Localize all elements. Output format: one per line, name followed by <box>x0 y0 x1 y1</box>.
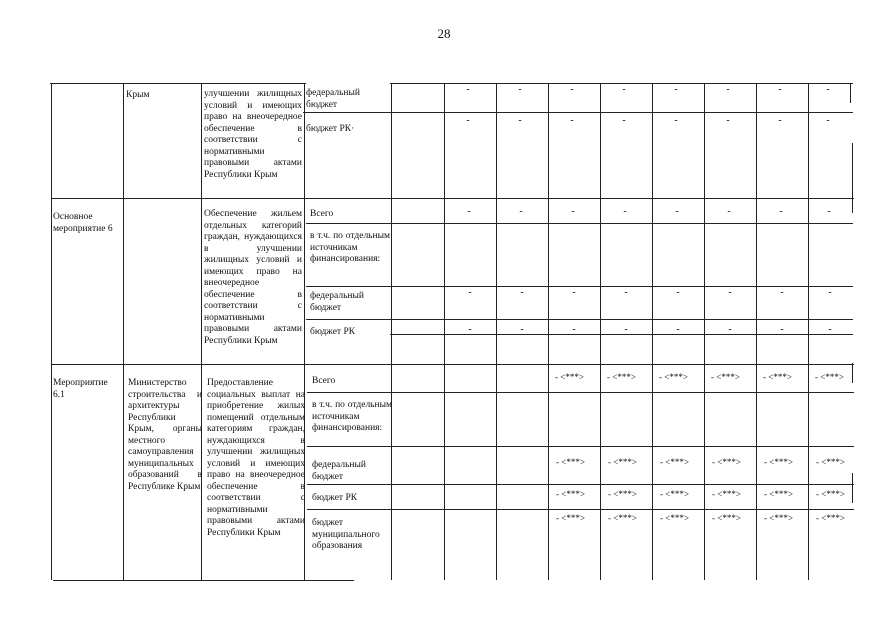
s2-total-value-5: - <box>727 206 731 217</box>
grid-line <box>808 83 809 580</box>
s3-federal-value-5: - <***> <box>816 457 845 467</box>
grid-line <box>652 83 653 580</box>
s1-col3: улучшении жилищных условий и имеющих право на внеочередное обеспечение в соответствии с нормативными правовыми актами Республики Крым <box>204 89 302 180</box>
s3-rk-value-3: - <***> <box>712 489 741 499</box>
s1-row-federal: федеральный бюджет <box>306 88 360 110</box>
s2-total-value-1: - <box>519 206 523 217</box>
s2-total-value-2: - <box>571 206 575 217</box>
s3-rk-value-2: - <***> <box>660 489 689 499</box>
s2-col3: Обеспечение жильем отдельных категорий граждан, нуждающихся в улучшении жилищных условий и имеющих право на внеочередное обеспечение в соответствии с нормативными правовыми актами Республики Крым <box>204 209 302 346</box>
grid-line <box>307 484 854 485</box>
s1-rk-value-4: - <box>674 115 678 126</box>
s3-rk-value-4: - <***> <box>764 489 793 499</box>
grid-line <box>307 509 854 510</box>
s2-federal-value-0: - <box>468 287 472 298</box>
grid-line <box>52 364 854 365</box>
s2-federal-value-1: - <box>520 287 524 298</box>
s1-rk-value-6: - <box>778 115 782 126</box>
s1-federal-value-4: - <box>674 84 678 95</box>
s3-col1: Мероприятие 6.1 <box>53 378 108 400</box>
s3-total-value-3: - <***> <box>711 372 740 382</box>
page-number: 28 <box>437 26 451 41</box>
s3-total-value-1: - <***> <box>607 372 636 382</box>
s2-row-total: Всего <box>310 209 334 219</box>
s3-col3: Предоставление социальных выплат на приобретение жилых помещений отдельным категориям граждан, нуждающихся в улучшении жилищных условий и имеющих право на внеочередное обеспечение в соответствии с нормативными правовыми актами Республики Крым <box>207 378 305 538</box>
s1-rk-value-0: - <box>466 115 470 126</box>
s1-col2: Крым <box>126 90 150 100</box>
s3-row-total: Всего <box>312 376 336 386</box>
s3-total-value-4: - <***> <box>763 372 792 382</box>
grid-line <box>303 112 853 113</box>
s2-rk-value-4: - <box>676 324 680 335</box>
s3-municipal-value-4: - <***> <box>764 513 793 523</box>
grid-line <box>123 83 124 580</box>
s1-rk-value-2: - <box>570 115 574 126</box>
grid-line <box>600 83 601 580</box>
s2-total-value-3: - <box>623 206 627 217</box>
grid-line <box>496 83 497 580</box>
s2-total-value-6: - <box>779 206 783 217</box>
s1-federal-value-7: - <box>826 84 830 95</box>
s1-federal-value-0: - <box>466 84 470 95</box>
s1-rk-value-3: - <box>622 115 626 126</box>
s2-federal-value-2: - <box>572 287 576 298</box>
grid-line <box>53 580 354 581</box>
s2-row-federal: федеральный бюджет <box>310 291 364 313</box>
s3-row-municipal: бюджет муниципального образования <box>312 518 380 551</box>
s3-rk-value-1: - <***> <box>608 489 637 499</box>
grid-line <box>444 83 445 580</box>
s1-rk-value-5: - <box>726 115 730 126</box>
s3-row-sources: в т.ч. по отдельным источникам финансирования: <box>312 400 392 433</box>
s3-row-federal: федеральный бюджет <box>312 460 366 482</box>
s3-total-value-5: - <***> <box>815 372 844 382</box>
s2-col1: Основное мероприятие 6 <box>53 212 113 234</box>
s2-total-value-4: - <box>675 206 679 217</box>
s1-federal-value-1: - <box>518 84 522 95</box>
s3-federal-value-0: - <***> <box>556 457 585 467</box>
s2-federal-value-7: - <box>828 287 832 298</box>
s2-federal-value-3: - <box>624 287 628 298</box>
s3-row-rk: бюджет РК <box>312 493 358 503</box>
s3-rk-value-0: - <***> <box>556 489 585 499</box>
s1-federal-value-2: - <box>570 84 574 95</box>
s2-total-value-7: - <box>827 206 831 217</box>
grid-line <box>307 392 854 393</box>
s2-total-value-0: - <box>467 206 471 217</box>
grid-line <box>852 363 853 383</box>
s1-rk-value-1: - <box>518 115 522 126</box>
s2-federal-value-5: - <box>728 287 732 298</box>
grid-line <box>307 446 854 447</box>
grid-line <box>306 223 853 224</box>
s3-municipal-value-0: - <***> <box>556 513 585 523</box>
s1-federal-value-3: - <box>622 84 626 95</box>
s3-rk-value-5: - <***> <box>816 489 845 499</box>
s3-municipal-value-2: - <***> <box>660 513 689 523</box>
s2-rk-value-3: - <box>624 324 628 335</box>
s2-rk-value-5: - <box>728 324 732 335</box>
s3-total-value-2: - <***> <box>659 372 688 382</box>
grid-line <box>391 83 392 580</box>
s3-municipal-value-5: - <***> <box>816 513 845 523</box>
s1-row-rk: бюджет РК· <box>306 124 355 134</box>
grid-line <box>201 83 202 580</box>
s2-rk-value-1: - <box>520 324 524 335</box>
grid-line <box>704 83 705 580</box>
s2-row-rk: бюджет РК <box>310 327 356 337</box>
s1-federal-value-5: - <box>726 84 730 95</box>
s3-federal-value-4: - <***> <box>764 457 793 467</box>
grid-line <box>50 83 306 84</box>
grid-line <box>852 143 853 213</box>
grid-line <box>51 83 52 580</box>
s2-rk-value-0: - <box>468 324 472 335</box>
s3-federal-value-3: - <***> <box>712 457 741 467</box>
grid-line <box>852 473 853 503</box>
s3-federal-value-1: - <***> <box>608 457 637 467</box>
s3-municipal-value-3: - <***> <box>712 513 741 523</box>
grid-line <box>306 319 853 320</box>
grid-line <box>756 83 757 580</box>
s2-federal-value-6: - <box>780 287 784 298</box>
s2-row-sources: в т.ч. по отдельным источникам финансирования: <box>310 231 390 264</box>
s3-total-value-0: - <***> <box>555 372 584 382</box>
s3-col2: Министерство строительства и архитектуры Республики Крым, органы местного самоуправления муниципальных образований в Республике Крым <box>128 378 202 492</box>
s2-rk-value-6: - <box>780 324 784 335</box>
s2-federal-value-4: - <box>676 287 680 298</box>
grid-line <box>850 83 851 103</box>
s1-rk-value-7: - <box>826 115 830 126</box>
s3-federal-value-2: - <***> <box>660 457 689 467</box>
grid-line <box>548 83 549 580</box>
s2-rk-value-7: - <box>828 324 832 335</box>
s1-federal-value-6: - <box>778 84 782 95</box>
s3-municipal-value-1: - <***> <box>608 513 637 523</box>
s2-rk-value-2: - <box>572 324 576 335</box>
grid-line <box>51 198 854 199</box>
